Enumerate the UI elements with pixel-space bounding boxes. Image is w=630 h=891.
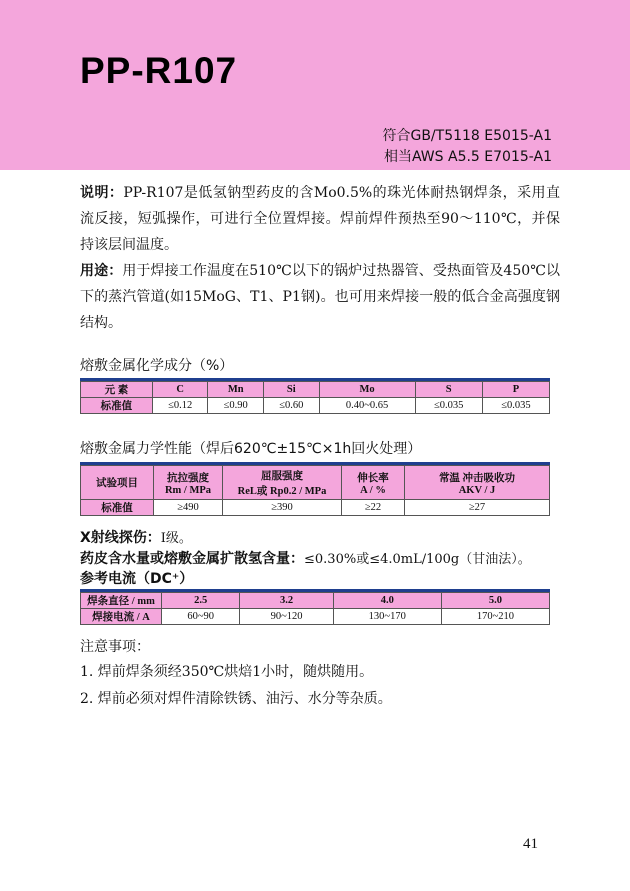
mech-header-cell (405, 466, 550, 500)
mech-header-unit: Rm / MPa (164, 484, 212, 496)
current-amp-cell: 60~90 (162, 609, 240, 625)
mech-header-unit: A / % (360, 484, 386, 496)
chem-value-cell: ≤0.035 (482, 398, 549, 414)
chem-header-cell: S (415, 382, 482, 398)
gb-standard: 符合GB/T5118 E5015-A1 (382, 128, 552, 144)
mech-value-cell: ≥390 (223, 500, 342, 516)
chem-header-cell: 元 素 (81, 382, 153, 398)
chem-value-cell: ≤0.90 (208, 398, 264, 414)
mech-value-cell: ≥22 (342, 500, 405, 516)
current-title-line (80, 568, 193, 588)
chem-section-title: 熔敷金属化学成分（%） (80, 358, 234, 374)
description-text: PP-R107是低氢钠型药皮的含Mo0.5%的珠光体耐热钢焊条，采用直流反接，短弧操作，可进行全位置焊接。焊前焊件预热至90～110℃，并保持该层间温度。 (80, 185, 560, 253)
mech-header-cell (223, 466, 342, 500)
current-amp-row (81, 609, 550, 625)
mech-row-label: 标准值 (81, 500, 154, 516)
current-table (80, 592, 550, 625)
mech-header-line: 常温 冲击吸收功 (438, 472, 516, 484)
mech-header-line: 试验项目 (96, 478, 138, 489)
usage-text: 用于焊接工作温度在510℃以下的锅炉过热器管、受热面管及450℃以下的蒸汽管道(如15MoG、T1、P1钢)。也可用来焊接一般的低合金高强度钢结构。 (80, 263, 561, 331)
chem-header-cell: Mo (319, 382, 415, 398)
current-diam-cell: 5.0 (441, 593, 549, 609)
mech-value-cell: ≥490 (154, 500, 223, 516)
chem-value-cell: ≤0.12 (152, 398, 208, 414)
hydrogen-label: 药皮含水量或熔敷金属扩散氢含量： (80, 551, 304, 567)
description-label: 说明： (80, 185, 124, 201)
current-diam-cell: 3.2 (240, 593, 333, 609)
hydrogen-value: ≤0.30%或≤4.0mL/100g（甘油法）。 (304, 552, 531, 567)
chem-header-cell: Mn (208, 382, 264, 398)
chem-value-cell: 0.40~0.65 (319, 398, 415, 414)
chem-value-cell: ≤0.60 (264, 398, 320, 414)
current-amp-cell: 90~120 (240, 609, 333, 625)
chem-header-row (81, 382, 550, 398)
current-title: 参考电流（DC⁺） (80, 571, 194, 587)
chem-header-cell: P (482, 382, 549, 398)
xray-value: Ⅰ级。 (160, 531, 192, 546)
chem-header-cell: C (152, 382, 208, 398)
header-band (0, 0, 630, 170)
chem-row-label: 标准值 (81, 398, 153, 414)
mech-header-line: 屈服强度 (261, 470, 303, 482)
chem-header-cell: Si (264, 382, 320, 398)
chem-value-row (81, 398, 550, 414)
notes-title: 注意事项： (80, 639, 150, 655)
note-item: 2. 焊前必须对焊件清除铁锈、油污、水分等杂质。 (80, 691, 392, 707)
xray-label: X射线探伤： (80, 530, 161, 546)
note-item: 1. 焊前焊条须经350℃烘焙1小时，随烘随用。 (80, 664, 374, 680)
product-title: PP-R107 (80, 50, 238, 91)
chem-value-cell: ≤0.035 (415, 398, 482, 414)
mech-value-row (81, 500, 550, 516)
mech-value-cell: ≥27 (405, 500, 550, 516)
mech-header-line: 伸长率 (357, 472, 389, 484)
mech-header-unit: AKV / J (458, 484, 496, 496)
chem-table (80, 381, 550, 414)
mech-header-line: 抗拉强度 (167, 472, 209, 484)
mech-header-cell (154, 466, 223, 500)
mech-header-cell (81, 466, 154, 500)
mech-header-row (81, 466, 550, 500)
mech-section-title: 熔敷金属力学性能（焊后620℃±15℃×1h回火处理） (80, 441, 422, 457)
description-paragraph (80, 180, 560, 258)
current-amp-label: 焊接电流 / A (81, 609, 162, 625)
current-diam-row (81, 593, 550, 609)
mech-header-cell (342, 466, 405, 500)
aws-standard: 相当AWS A5.5 E7015-A1 (384, 149, 552, 165)
current-amp-cell: 130~170 (333, 609, 441, 625)
usage-label: 用途： (80, 263, 123, 279)
usage-paragraph (80, 258, 560, 336)
current-diam-cell: 2.5 (162, 593, 240, 609)
xray-line (80, 527, 192, 547)
current-amp-cell: 170~210 (441, 609, 549, 625)
current-diam-label: 焊条直径 / mm (81, 593, 162, 609)
hydrogen-line (80, 548, 531, 568)
current-diam-cell: 4.0 (333, 593, 441, 609)
mech-header-unit: ReL或 Rp0.2 / MPa (237, 485, 327, 497)
page-number: 41 (523, 836, 538, 852)
mech-table (80, 465, 550, 516)
